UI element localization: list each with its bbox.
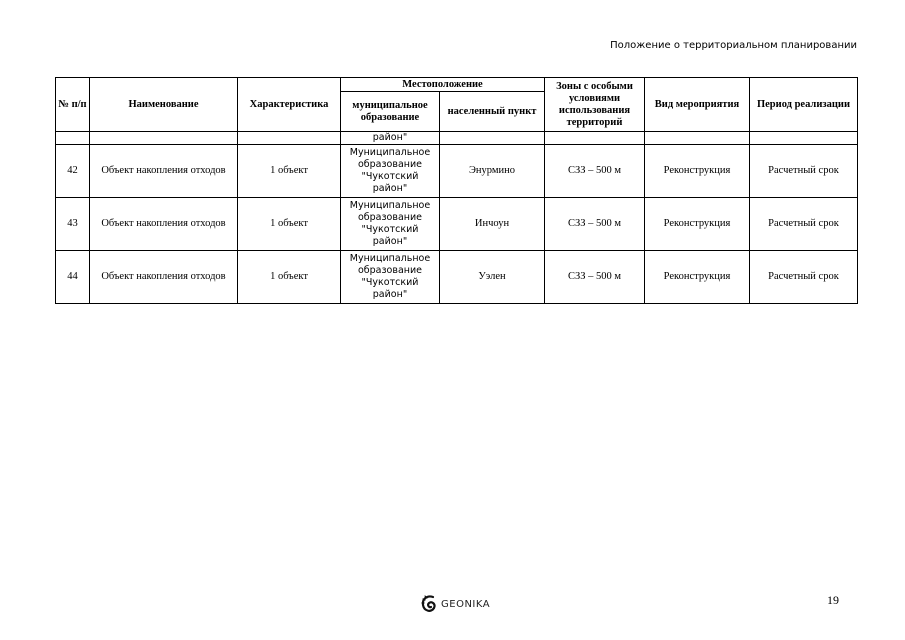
table-row bbox=[56, 251, 858, 304]
header-characteristic: Характеристика bbox=[238, 78, 341, 132]
cell-zone: СЗЗ – 500 м bbox=[545, 198, 645, 251]
cell-period: Расчетный срок bbox=[750, 251, 858, 304]
cell-settlement: Уэлен bbox=[440, 251, 545, 304]
cell-action: Реконструкция bbox=[645, 198, 750, 251]
cell-name: Объект накопления отходов bbox=[90, 198, 238, 251]
running-header: Положение о территориальном планировании bbox=[610, 40, 857, 51]
header-location: Местоположение bbox=[341, 78, 545, 92]
cell-characteristic: 1 объект bbox=[238, 251, 341, 304]
table-row bbox=[56, 198, 858, 251]
header-name: Наименование bbox=[90, 78, 238, 132]
logo-text: GEONIKA bbox=[441, 598, 491, 610]
table-row bbox=[56, 145, 858, 198]
cell-zone: СЗЗ – 500 м bbox=[545, 251, 645, 304]
cell-num: 42 bbox=[56, 145, 90, 198]
page-number: 19 bbox=[827, 593, 839, 607]
cell-num: 44 bbox=[56, 251, 90, 304]
header-action: Вид мероприятия bbox=[645, 78, 750, 132]
cell-action: Реконструкция bbox=[645, 145, 750, 198]
header-settlement: населенный пункт bbox=[440, 92, 545, 132]
cell-zone: СЗЗ – 500 м bbox=[545, 145, 645, 198]
cell-name: Объект накопления отходов bbox=[90, 251, 238, 304]
cell-settlement: Энурмино bbox=[440, 145, 545, 198]
geonika-logo-icon bbox=[420, 593, 438, 615]
planning-table bbox=[55, 77, 858, 304]
cell-settlement: Инчоун bbox=[440, 198, 545, 251]
cell-period: Расчетный срок bbox=[750, 198, 858, 251]
header-municipal: муниципальное образование bbox=[341, 92, 440, 132]
footer-logo bbox=[420, 593, 490, 615]
header-num: № п/п bbox=[56, 78, 90, 132]
cell-num: 43 bbox=[56, 198, 90, 251]
continuation-cell: район" bbox=[341, 132, 440, 145]
cell-name: Объект накопления отходов bbox=[90, 145, 238, 198]
table-row-continuation bbox=[56, 132, 858, 145]
header-zones: Зоны с особыми условиями использования территорий bbox=[545, 78, 645, 132]
cell-characteristic: 1 объект bbox=[238, 145, 341, 198]
cell-municipal: Муниципальное образование "Чукотский район" bbox=[341, 198, 440, 251]
cell-municipal: Муниципальное образование "Чукотский район" bbox=[341, 251, 440, 304]
cell-characteristic: 1 объект bbox=[238, 198, 341, 251]
cell-municipal: Муниципальное образование "Чукотский район" bbox=[341, 145, 440, 198]
cell-action: Реконструкция bbox=[645, 251, 750, 304]
cell-period: Расчетный срок bbox=[750, 145, 858, 198]
header-period: Период реализации bbox=[750, 78, 858, 132]
